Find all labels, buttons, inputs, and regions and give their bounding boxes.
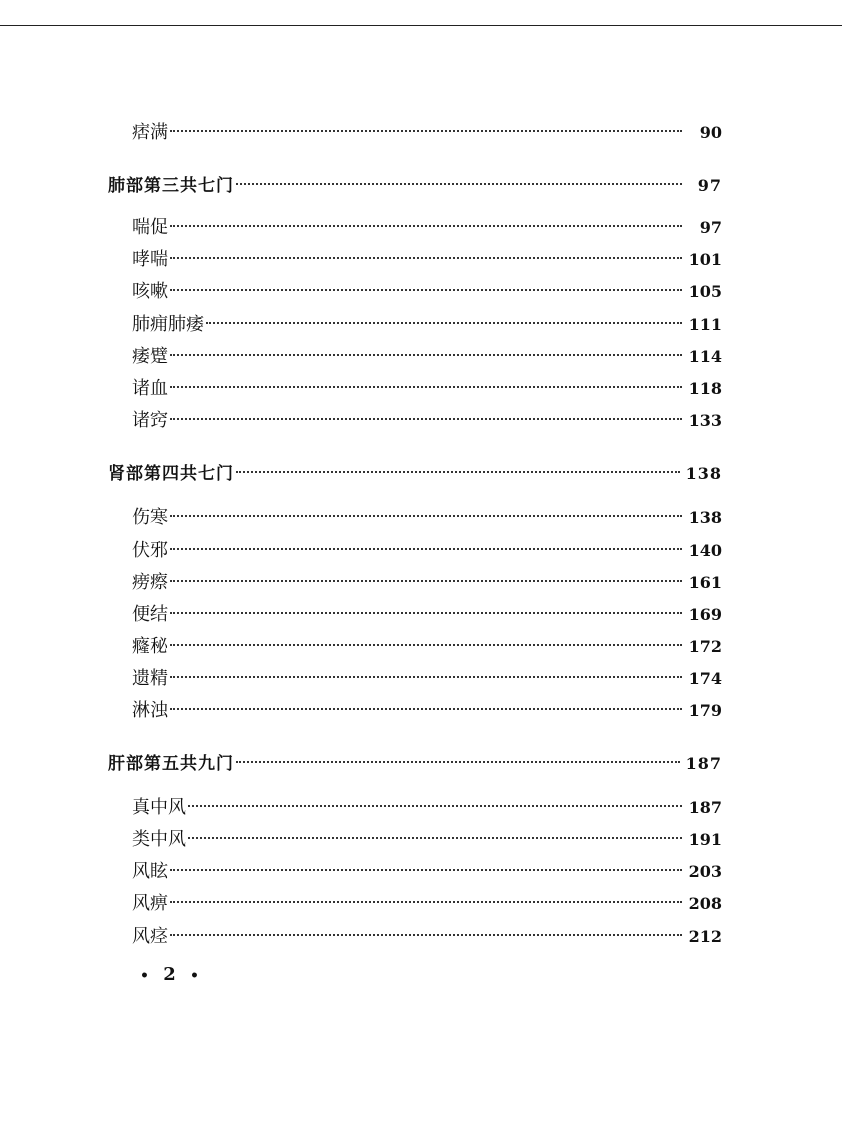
toc-entry [132, 370, 722, 399]
toc-entry [132, 338, 722, 367]
dot-leader [170, 532, 682, 556]
toc-entry-label: 风眩 [132, 861, 168, 882]
toc-entry-page: 105 [688, 282, 722, 301]
dot-leader [170, 273, 682, 297]
toc-entry [132, 821, 722, 850]
toc-entry-label: 风痹 [132, 893, 168, 914]
dot-leader [236, 455, 680, 479]
dot-leader [188, 821, 682, 845]
toc-entry-page: 140 [688, 541, 722, 560]
toc-entry-page: 179 [688, 701, 722, 720]
dot-leader [170, 692, 682, 716]
dot-leader [170, 209, 682, 233]
toc-heading-label: 肝部第五共九门 [108, 754, 234, 774]
toc-entry-page: 187 [685, 754, 722, 773]
dot-leader [170, 370, 682, 394]
toc-entry [132, 402, 722, 431]
toc-entry-page: 138 [685, 464, 722, 483]
toc-entry-page: 97 [697, 176, 722, 195]
toc-entry-label: 遗精 [132, 668, 168, 689]
dot-leader [170, 628, 682, 652]
toc-entry [132, 596, 722, 625]
toc-entry-label: 诸窍 [132, 410, 168, 431]
toc-entry [132, 241, 722, 270]
toc-entry-page: 172 [688, 637, 722, 656]
toc-entry [132, 918, 722, 947]
dot-leader [170, 853, 682, 877]
page-number: 2 [163, 964, 180, 985]
toc-entry-label: 痨瘵 [132, 572, 168, 593]
dot-leader [170, 402, 682, 426]
toc-entry-page: 161 [688, 573, 722, 592]
toc-entry-label: 淋浊 [132, 700, 168, 721]
toc-entry [132, 273, 722, 302]
dot-leader [170, 499, 682, 523]
dot-leader [170, 918, 682, 942]
toc-entry-label: 伤寒 [132, 507, 168, 528]
toc-entry-label: 肺痈肺痿 [132, 314, 204, 335]
toc-entry [132, 885, 722, 914]
toc-entry-label: 痞满 [132, 122, 168, 143]
toc-entry-page: 191 [688, 830, 722, 849]
toc-entry-page: 174 [688, 669, 722, 688]
toc-entry [132, 628, 722, 657]
toc-entry [132, 114, 722, 143]
dot-leader [170, 596, 682, 620]
dot-leader [170, 241, 682, 265]
dot-leader [170, 885, 682, 909]
toc-entry [132, 853, 722, 882]
dot-leader [188, 789, 682, 813]
toc-entry-page: 118 [688, 379, 722, 398]
toc-section-heading [108, 167, 722, 196]
toc-entry [132, 532, 722, 561]
toc-heading-label: 肾部第四共七门 [108, 464, 234, 484]
toc-entry-label: 便结 [132, 604, 168, 625]
toc-entry-label: 风痉 [132, 926, 168, 947]
toc-entry-page: 97 [699, 218, 722, 237]
toc-entry-page: 208 [688, 894, 722, 913]
toc-entry [132, 499, 722, 528]
dot-leader [170, 338, 682, 362]
toc-entry-page: 187 [688, 798, 722, 817]
toc-entry-label: 咳嗽 [132, 281, 168, 302]
toc-entry-page: 101 [688, 250, 722, 269]
toc-entry-page: 212 [688, 927, 722, 946]
toc-entry-label: 伏邪 [132, 540, 168, 561]
page-folio [140, 964, 203, 985]
toc-entry [132, 789, 722, 818]
toc-entry-label: 癃秘 [132, 636, 168, 657]
toc-entry [132, 660, 722, 689]
toc-entry-page: 203 [688, 862, 722, 881]
dot-leader [236, 167, 682, 191]
toc-entry [132, 692, 722, 721]
dot-leader [236, 745, 680, 769]
folio-bullet-right: • [190, 968, 203, 984]
toc-entry-page: 111 [688, 315, 722, 334]
toc-entry-page: 169 [688, 605, 722, 624]
toc-entry-label: 痿躄 [132, 346, 168, 367]
toc-entry-label: 诸血 [132, 378, 168, 399]
dot-leader [170, 114, 682, 138]
dot-leader [206, 306, 682, 330]
toc-entry-page: 138 [688, 508, 722, 527]
toc-entry-page: 90 [699, 123, 722, 142]
toc-entry [132, 306, 722, 335]
toc-entry-label: 类中风 [132, 829, 186, 850]
toc-heading-label: 肺部第三共七门 [108, 176, 234, 196]
toc-section-heading [108, 455, 722, 484]
dot-leader [170, 564, 682, 588]
toc-entry [132, 209, 722, 238]
toc-entry-label: 喘促 [132, 217, 168, 238]
toc-entry-page: 114 [688, 347, 722, 366]
toc-entry-label: 真中风 [132, 797, 186, 818]
toc-section-heading [108, 745, 722, 774]
folio-bullet-left: • [140, 968, 153, 984]
toc-entry-page: 133 [688, 411, 722, 430]
dot-leader [170, 660, 682, 684]
toc-entry [132, 564, 722, 593]
toc-entry-label: 哮喘 [132, 249, 168, 270]
